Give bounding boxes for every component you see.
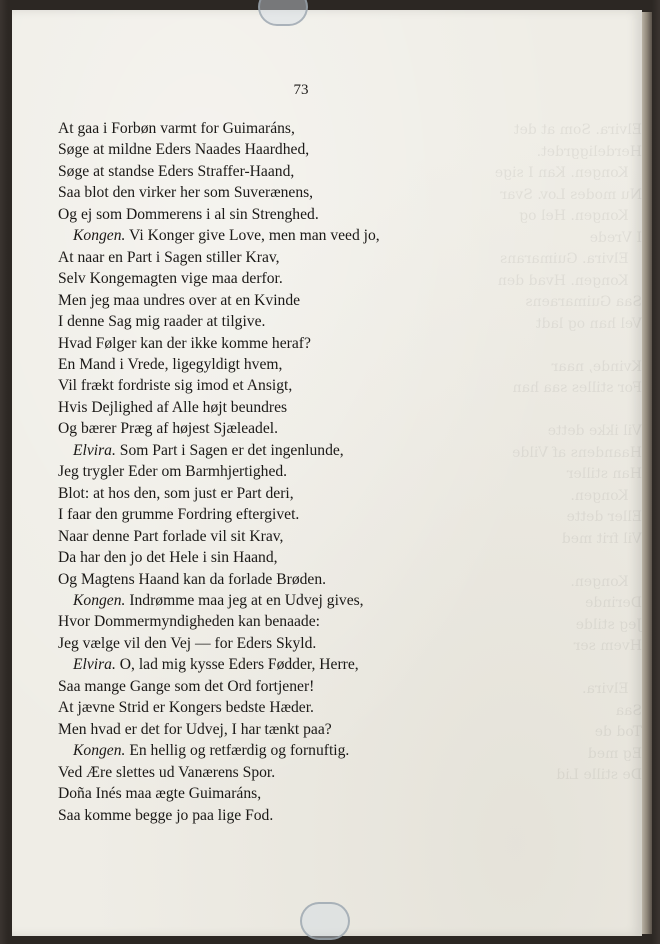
line-text: Og ej som Dommerens i al sin Strenghed. xyxy=(58,205,319,223)
verse-text xyxy=(58,118,628,826)
verse-line xyxy=(58,719,628,740)
verse-line xyxy=(58,783,628,804)
verse-line xyxy=(58,247,628,268)
speaker-name: Kongen. xyxy=(73,591,126,609)
line-text: Naar denne Part forlade vil sit Krav, xyxy=(58,527,284,545)
line-text: Hvor Dommermyndigheden kan benaade: xyxy=(58,613,320,631)
verse-line xyxy=(58,375,628,396)
speaker-line xyxy=(58,654,628,675)
line-text: Men jeg maa undres over at en Kvinde xyxy=(58,291,301,309)
line-text: At gaa i Forbøn varmt for Guimaráns, xyxy=(58,120,295,137)
line-text: I denne Sag mig raader at tilgive. xyxy=(58,313,266,331)
verse-line xyxy=(58,139,628,160)
speaker-line xyxy=(58,225,628,246)
speaker-line xyxy=(58,440,628,461)
line-text: Ved Ære slettes ud Vanærens Spor. xyxy=(58,763,276,781)
speaker-line xyxy=(58,740,628,761)
line-text: Som Part i Sagen er det ingenlunde, xyxy=(115,441,344,459)
verse-line xyxy=(58,268,628,289)
line-text: Selv Kongemagten vige maa derfor. xyxy=(58,270,283,288)
line-text: Jeg trygler Eder om Barmhjertighed. xyxy=(58,463,288,481)
page-edge xyxy=(642,12,652,934)
line-text: At naar en Part i Sagen stiller Krav, xyxy=(58,248,280,266)
top-clip xyxy=(258,0,308,26)
line-text: Saa blot den virker her som Suverænens, xyxy=(58,184,314,202)
verse-line xyxy=(58,547,628,568)
speaker-name: Elvira. xyxy=(73,656,116,674)
line-text: Hvad Følger kan der ikke komme heraf? xyxy=(58,334,311,352)
verse-line xyxy=(58,161,628,182)
show-through-from-reverse: Elvira. Som at det Herdeliggrdet. Kongen. Kan I sige Nu modes Lov. Svar Kongen. Hel og I Vrede Elvira. Guimarans Kongen. Hvad den Saa Guimaraens Vel han og ladt Kvinde, naar For stilles saa han Vil ikke dette Haandens af Vilde Han stiller Kongen. Eller dette Vil frit med Kongen. Derinde Jeg stilde Hvem ser Elvira. Saa Tod de Eg med De stille Lid xyxy=(494,122,642,783)
line-text: Indrømme maa jeg at en Udvej gives, xyxy=(125,591,364,609)
line-text: Jeg vælge vil den Vej — for Eders Skyld. xyxy=(58,634,317,652)
line-text: Hvis Dejlighed af Alle højt beundres xyxy=(58,398,288,416)
line-text: Men hvad er det for Udvej, I har tænkt paa? xyxy=(58,720,332,738)
verse-line xyxy=(58,333,628,354)
line-text: Blot: at hos den, som just er Part deri, xyxy=(58,484,294,502)
line-text: Søge at standse Eders Straffer-Haand, xyxy=(58,162,295,180)
verse-line xyxy=(58,697,628,718)
verse-line xyxy=(58,676,628,697)
verse-line xyxy=(58,569,628,590)
verse-line xyxy=(58,461,628,482)
verse-line xyxy=(58,526,628,547)
line-text: Og Magtens Haand kan da forlade Brøden. xyxy=(58,570,327,588)
verse-line xyxy=(58,418,628,439)
line-text: Doña Inés maa ægte Guimaráns, xyxy=(58,785,262,803)
line-text: I faar den grumme Fordring eftergivet. xyxy=(58,506,300,524)
verse-line xyxy=(58,633,628,654)
line-text: At jævne Strid er Kongers bedste Hæder. xyxy=(58,699,314,717)
line-text: Søge at mildne Eders Naades Haardhed, xyxy=(58,141,310,159)
verse-line xyxy=(58,805,628,826)
speaker-line xyxy=(58,590,628,611)
verse-line xyxy=(58,504,628,525)
line-text: Og bærer Præg af højest Sjæleadel. xyxy=(58,420,279,438)
page-number: 73 xyxy=(293,82,309,98)
line-text: Saa mange Gange som det Ord fortjener! xyxy=(58,677,315,695)
line-text: Da har den jo det Hele i sin Haand, xyxy=(58,549,278,567)
verse-line xyxy=(58,182,628,203)
speaker-name: Kongen. xyxy=(73,742,126,760)
paper-page xyxy=(12,10,642,936)
line-text: En hellig og retfærdig og fornuftig. xyxy=(125,742,350,760)
line-text: Vi Konger give Love, men man veed jo, xyxy=(125,227,380,245)
verse-line xyxy=(58,611,628,632)
line-text: O, lad mig kysse Eders Fødder, Herre, xyxy=(115,656,359,674)
speaker-name: Kongen. xyxy=(73,227,126,245)
verse-line xyxy=(58,118,628,139)
line-text: En Mand i Vrede, ligegyldigt hvem, xyxy=(58,355,283,373)
verse-line xyxy=(58,311,628,332)
verse-line xyxy=(58,290,628,311)
verse-line xyxy=(58,762,628,783)
line-text: Saa komme begge jo paa lige Fod. xyxy=(58,806,274,824)
verse-line xyxy=(58,397,628,418)
bottom-clip xyxy=(300,902,350,940)
speaker-name: Elvira. xyxy=(73,441,116,459)
verse-line xyxy=(58,483,628,504)
verse-line xyxy=(58,204,628,225)
verse-line xyxy=(58,354,628,375)
line-text: Vil frækt fordriste sig imod et Ansigt, xyxy=(58,377,293,395)
